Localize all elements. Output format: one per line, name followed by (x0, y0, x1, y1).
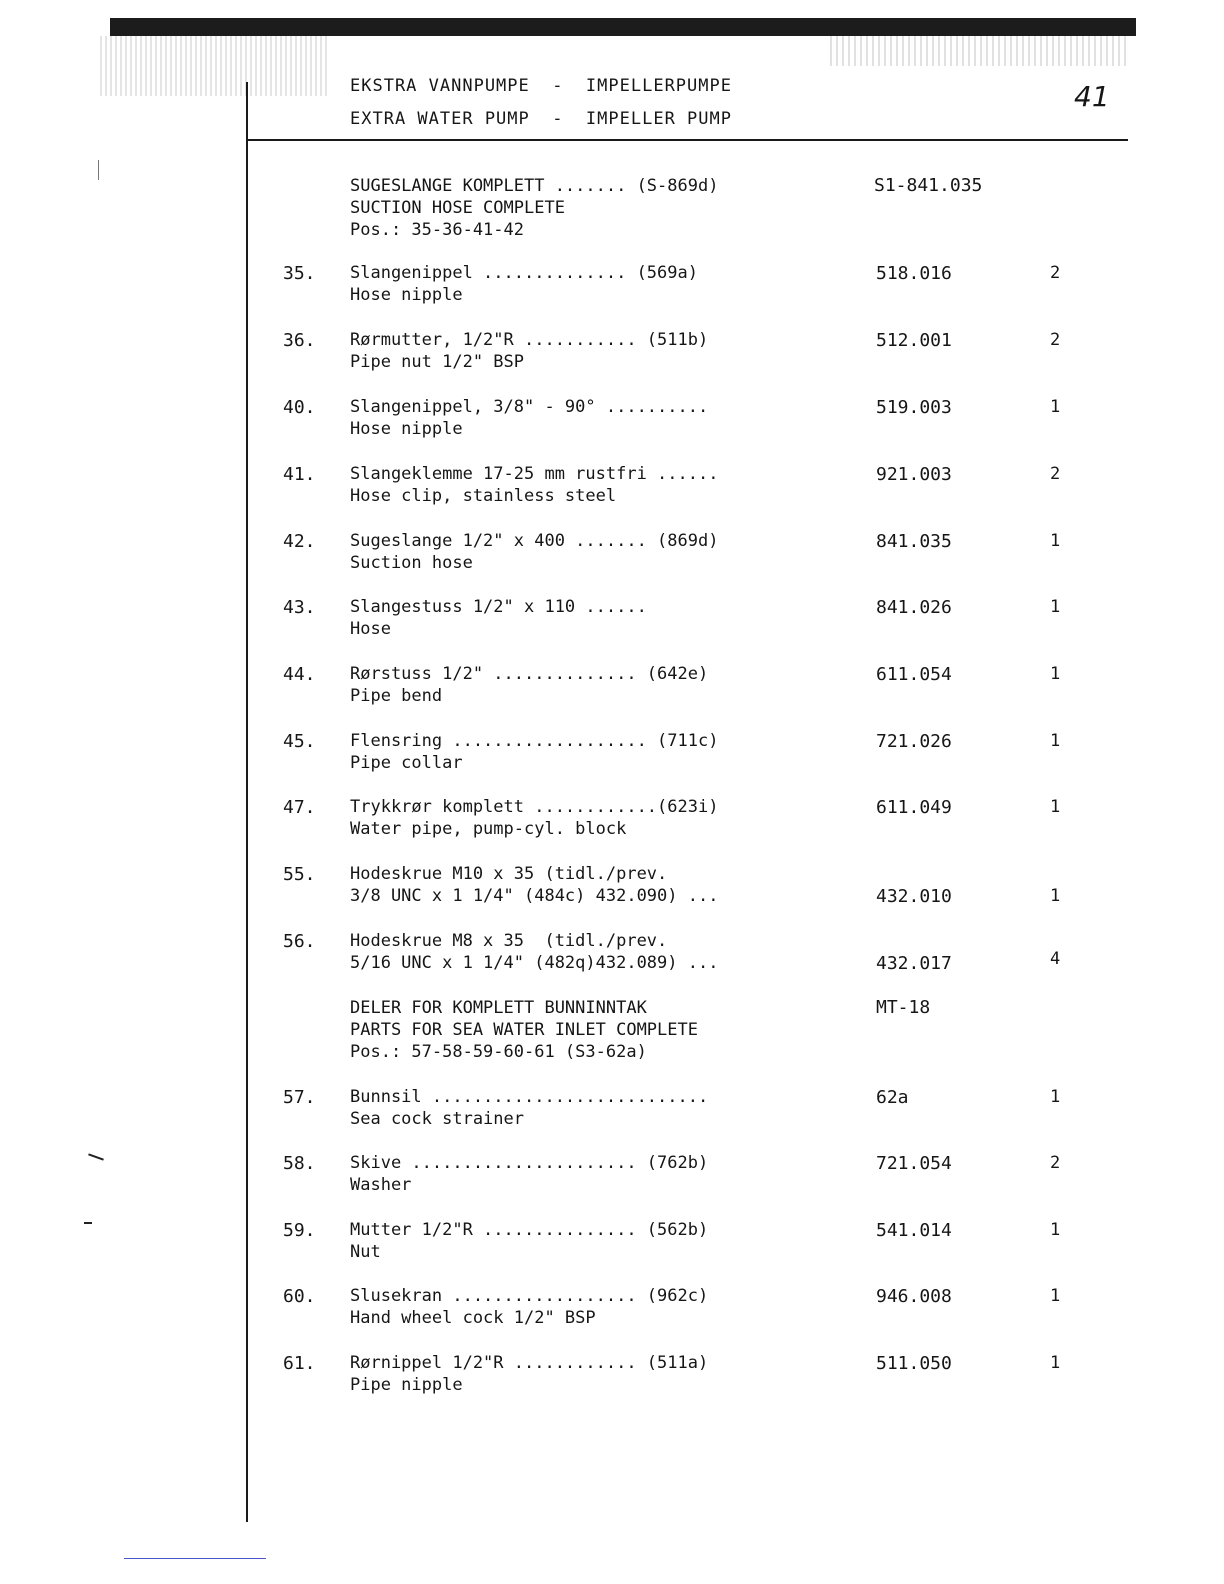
section-sea-inlet-line1: DELER FOR KOMPLETT BUNNINNTAK (350, 998, 647, 1018)
item-quantity: 1 (1050, 397, 1061, 417)
table-row (0, 330, 1224, 376)
item-quantity: 4 (1050, 949, 1061, 969)
item-part-number: 611.049 (876, 797, 952, 818)
item-part-number: 841.026 (876, 597, 952, 618)
item-part-number: 921.003 (876, 464, 952, 485)
item-position: 42. (283, 531, 316, 552)
item-name-en: Hose (350, 619, 391, 639)
table-row (0, 397, 1224, 443)
item-name-no: Trykkrør komplett ............(623i) (350, 797, 719, 817)
table-row (0, 263, 1224, 309)
page-number: 41 (1074, 80, 1110, 113)
item-name-en: Hose clip, stainless steel (350, 486, 617, 506)
section-suction-hose-line2: SUCTION HOSE COMPLETE (350, 198, 565, 218)
table-row (0, 464, 1224, 510)
item-quantity: 1 (1050, 797, 1061, 817)
header-rule (246, 139, 1128, 141)
scan-noise-right (830, 36, 1130, 66)
item-name-en: Suction hose (350, 553, 473, 573)
item-name-no-line2: 3/8 UNC x 1 1/4" (484c) 432.090) ... (350, 886, 719, 906)
section-suction-hose-line3: Pos.: 35-36-41-42 (350, 220, 524, 240)
item-name-en: Pipe bend (350, 686, 443, 706)
item-name-no: Slangeklemme 17-25 mm rustfri ...... (350, 464, 719, 484)
item-position: 59. (283, 1220, 316, 1241)
item-position: 41. (283, 464, 316, 485)
section-sea-inlet-line3: Pos.: 57-58-59-60-61 (S3-62a) (350, 1042, 647, 1062)
section-suction-hose-part: S1-841.035 (874, 175, 983, 196)
item-quantity: 2 (1050, 1153, 1061, 1173)
item-part-number: 432.017 (876, 953, 952, 974)
item-name-en: Nut (350, 1242, 381, 1262)
item-name-en: Hose nipple (350, 419, 463, 439)
table-row (0, 1220, 1224, 1266)
item-quantity: 1 (1050, 664, 1061, 684)
item-name-no: Skive ...................... (762b) (350, 1153, 709, 1173)
item-part-number: 841.035 (876, 531, 952, 552)
table-row (0, 1353, 1224, 1399)
margin-mark (84, 1222, 92, 1224)
section-sea-inlet-line2: PARTS FOR SEA WATER INLET COMPLETE (350, 1020, 698, 1040)
scan-noise-left (100, 36, 330, 96)
item-part-number: 611.054 (876, 664, 952, 685)
item-part-number: 541.014 (876, 1220, 952, 1241)
item-name-no: Rørstuss 1/2" .............. (642e) (350, 664, 709, 684)
item-quantity: 2 (1050, 263, 1061, 283)
table-row (0, 664, 1224, 710)
item-position: 45. (283, 731, 316, 752)
title-english: EXTRA WATER PUMP - IMPELLER PUMP (350, 109, 732, 129)
item-name-no: Slusekran .................. (962c) (350, 1286, 709, 1306)
item-position: 35. (283, 263, 316, 284)
item-name-no: Slangestuss 1/2" x 110 ...... (350, 597, 647, 617)
item-position: 55. (283, 864, 316, 885)
table-row (0, 931, 1224, 977)
item-name-en: Water pipe, pump-cyl. block (350, 819, 627, 839)
item-position: 60. (283, 1286, 316, 1307)
section-sea-inlet-part: MT-18 (876, 997, 931, 1018)
item-quantity: 1 (1050, 1220, 1061, 1240)
item-name-no: Hodeskrue M10 x 35 (tidl./prev. (350, 864, 668, 884)
item-quantity: 1 (1050, 531, 1061, 551)
item-part-number: 62a (876, 1087, 909, 1108)
item-position: 58. (283, 1153, 316, 1174)
item-quantity: 2 (1050, 330, 1061, 350)
item-name-no: Sugeslange 1/2" x 400 ....... (869d) (350, 531, 719, 551)
item-name-en: Hose nipple (350, 285, 463, 305)
item-name-no: Hodeskrue M8 x 35 (tidl./prev. (350, 931, 668, 951)
item-part-number: 511.050 (876, 1353, 952, 1374)
table-row (0, 864, 1224, 910)
item-name-en: Pipe nipple (350, 1375, 463, 1395)
item-quantity: 1 (1050, 1286, 1061, 1306)
item-name-en: Sea cock strainer (350, 1109, 524, 1129)
item-quantity: 1 (1050, 1353, 1061, 1373)
item-part-number: 512.001 (876, 330, 952, 351)
table-row (0, 1286, 1224, 1332)
item-part-number: 432.010 (876, 886, 952, 907)
item-name-no: Rørmutter, 1/2"R ........... (511b) (350, 330, 709, 350)
footer-rule (124, 1558, 266, 1559)
item-quantity: 1 (1050, 886, 1061, 906)
item-name-en: Pipe nut 1/2" BSP (350, 352, 524, 372)
item-quantity: 1 (1050, 731, 1061, 751)
item-part-number: 518.016 (876, 263, 952, 284)
section-suction-hose-line1: SUGESLANGE KOMPLETT ....... (S-869d) (350, 176, 719, 196)
table-row (0, 731, 1224, 777)
item-quantity: 2 (1050, 464, 1061, 484)
item-part-number: 721.054 (876, 1153, 952, 1174)
table-row (0, 1087, 1224, 1133)
item-name-no-line2: 5/16 UNC x 1 1/4" (482q)432.089) ... (350, 953, 719, 973)
item-part-number: 946.008 (876, 1286, 952, 1307)
margin-mark (98, 160, 99, 180)
top-scan-band (110, 18, 1136, 36)
item-part-number: 721.026 (876, 731, 952, 752)
item-name-no: Bunnsil ........................... (350, 1087, 709, 1107)
item-name-no: Mutter 1/2"R ............... (562b) (350, 1220, 709, 1240)
item-name-en: Pipe collar (350, 753, 463, 773)
item-quantity: 1 (1050, 1087, 1061, 1107)
table-row (0, 597, 1224, 643)
title-norwegian: EKSTRA VANNPUMPE - IMPELLERPUMPE (350, 76, 732, 96)
item-name-no: Slangenippel .............. (569a) (350, 263, 698, 283)
item-position: 47. (283, 797, 316, 818)
item-position: 61. (283, 1353, 316, 1374)
item-part-number: 519.003 (876, 397, 952, 418)
table-row (0, 1153, 1224, 1199)
item-position: 44. (283, 664, 316, 685)
item-name-no: Flensring ................... (711c) (350, 731, 719, 751)
table-row (0, 797, 1224, 843)
table-row (0, 531, 1224, 577)
item-name-en: Washer (350, 1175, 412, 1195)
item-position: 36. (283, 330, 316, 351)
item-name-no: Slangenippel, 3/8" - 90° .......... (350, 397, 709, 417)
item-position: 40. (283, 397, 316, 418)
item-position: 43. (283, 597, 316, 618)
item-name-en: Hand wheel cock 1/2" BSP (350, 1308, 596, 1328)
item-quantity: 1 (1050, 597, 1061, 617)
item-position: 57. (283, 1087, 316, 1108)
item-position: 56. (283, 931, 316, 952)
item-name-no: Rørnippel 1/2"R ............ (511a) (350, 1353, 709, 1373)
